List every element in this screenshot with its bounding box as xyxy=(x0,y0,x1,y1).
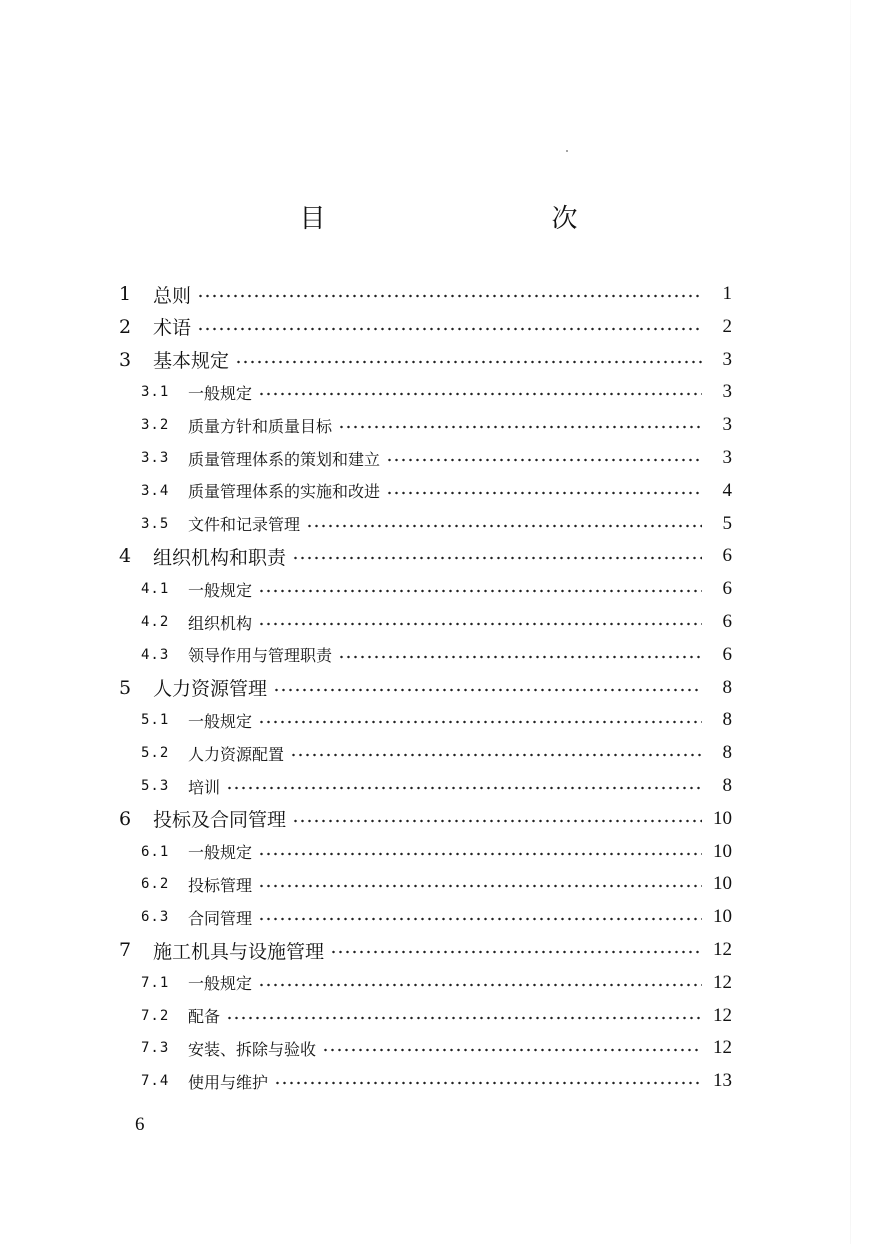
toc-entry-title: 合同管理 xyxy=(188,908,253,928)
toc-entry-title: 安装、拆除与验收 xyxy=(188,1039,317,1059)
toc-section-entry[interactable] xyxy=(119,279,732,309)
toc-entry-number: 6.3 xyxy=(141,909,170,926)
toc-entry-page: 5 xyxy=(722,512,732,534)
toc-dot-leader xyxy=(226,786,702,790)
toc-entry-number: 7.3 xyxy=(141,1040,170,1057)
toc-entry-number: 5.3 xyxy=(141,778,170,794)
toc-entry-number: 3.5 xyxy=(141,515,170,532)
toc-entry-number: 4.2 xyxy=(141,614,170,630)
toc-dot-leader xyxy=(226,1016,702,1020)
toc-section-entry[interactable] xyxy=(119,541,732,571)
toc-entry-title: 投标管理 xyxy=(188,875,253,895)
toc-subsection-entry[interactable] xyxy=(141,738,732,768)
toc-entry-page: 6 xyxy=(722,643,732,665)
toc-dot-leader xyxy=(258,720,702,724)
toc-entry-title: 基本规定 xyxy=(153,350,230,373)
toc-subsection-entry[interactable] xyxy=(141,607,732,637)
toc-entry-number: 3.1 xyxy=(141,384,170,401)
toc-dot-leader xyxy=(274,1081,702,1085)
toc-entry-number: 3.4 xyxy=(141,482,170,499)
toc-entry-page: 6 xyxy=(722,611,732,632)
toc-section-entry[interactable] xyxy=(119,804,732,834)
toc-subsection-entry[interactable] xyxy=(141,902,732,932)
toc-dot-leader xyxy=(258,917,702,921)
toc-entry-number: 4 xyxy=(119,545,132,568)
toc-dot-leader xyxy=(258,622,702,626)
toc-entry-page: 3 xyxy=(722,348,732,370)
toc-entry-title: 质量管理体系的策划和建立 xyxy=(188,449,381,469)
toc-entry-number: 4.1 xyxy=(141,581,170,598)
toc-entry-number: 3 xyxy=(119,348,132,371)
toc-subsection-entry[interactable] xyxy=(141,574,732,604)
toc-entry-title: 一般规定 xyxy=(188,843,253,863)
toc-title: 目 次 xyxy=(299,204,636,234)
toc-subsection-entry[interactable] xyxy=(141,443,732,473)
toc-subsection-entry[interactable] xyxy=(141,837,732,867)
toc-entry-page: 6 xyxy=(722,578,732,600)
toc-entry-title: 质量管理体系的实施和改进 xyxy=(188,482,381,502)
toc-dot-leader xyxy=(258,884,702,888)
toc-entry-title: 一般规定 xyxy=(188,974,253,994)
toc-entry-title: 投标及合同管理 xyxy=(153,809,287,832)
toc-entry-page: 8 xyxy=(722,742,732,764)
toc-entry-title: 组织机构和职责 xyxy=(153,546,287,569)
toc-dot-leader xyxy=(386,458,702,462)
toc-entry-page: 12 xyxy=(713,939,732,960)
toc-section-entry[interactable] xyxy=(119,673,732,703)
toc-subsection-entry[interactable] xyxy=(141,410,732,440)
toc-dot-leader xyxy=(258,392,702,396)
toc-entry-title: 领导作用与管理职责 xyxy=(188,646,333,666)
toc-entry-number: 6 xyxy=(119,807,132,830)
toc-entry-page: 10 xyxy=(713,873,732,895)
toc-entry-page: 8 xyxy=(722,709,732,731)
toc-entry-page: 13 xyxy=(713,1070,732,1092)
toc-dot-leader xyxy=(273,688,702,692)
toc-entry-number: 6.1 xyxy=(141,843,170,860)
toc-subsection-entry[interactable] xyxy=(141,968,732,998)
toc-subsection-entry[interactable] xyxy=(141,1001,732,1031)
toc-entry-title: 质量方针和质量目标 xyxy=(188,416,333,436)
toc-entry-title: 一般规定 xyxy=(188,580,253,600)
toc-dot-leader xyxy=(292,819,702,823)
toc-entry-page: 2 xyxy=(722,315,732,337)
toc-dot-leader xyxy=(197,327,702,331)
toc-entry-number: 5.2 xyxy=(141,745,170,762)
toc-entry-number: 7.4 xyxy=(141,1073,170,1090)
toc-dot-leader xyxy=(290,753,702,757)
toc-subsection-entry[interactable] xyxy=(141,869,732,899)
toc-entry-page: 12 xyxy=(713,1037,732,1059)
toc-entry-page: 4 xyxy=(722,479,732,501)
toc-section-entry[interactable] xyxy=(119,935,732,965)
page-number: 6 xyxy=(135,1114,145,1135)
toc-section-entry[interactable] xyxy=(119,312,732,342)
toc-entry-page: 3 xyxy=(722,414,732,436)
toc-entry-title: 培训 xyxy=(188,777,221,797)
toc-entry-title: 施工机具与设施管理 xyxy=(153,940,325,963)
toc-dot-leader xyxy=(258,589,702,593)
toc-entry-number: 3.2 xyxy=(141,417,170,434)
toc-subsection-entry[interactable] xyxy=(141,1033,732,1063)
toc-entry-page: 12 xyxy=(713,1004,732,1026)
toc-dot-leader xyxy=(322,1048,702,1052)
toc-entry-title: 配备 xyxy=(188,1007,221,1027)
toc-subsection-entry[interactable] xyxy=(141,1066,732,1096)
toc-entry-title: 人力资源配置 xyxy=(188,744,285,764)
toc-entry-number: 5.1 xyxy=(141,712,170,729)
toc-entry-page: 3 xyxy=(722,447,732,468)
toc-entry-number: 7.2 xyxy=(141,1007,170,1024)
toc-entry-number: 5 xyxy=(119,676,132,699)
toc-dot-leader xyxy=(235,360,702,364)
toc-entry-page: 1 xyxy=(722,283,732,304)
toc-dot-leader xyxy=(292,556,702,560)
toc-entry-title: 一般规定 xyxy=(188,383,253,403)
toc-subsection-entry[interactable] xyxy=(141,640,732,670)
toc-subsection-entry[interactable] xyxy=(141,377,732,407)
toc-entry-title: 一般规定 xyxy=(188,711,253,731)
page-edge-shadow xyxy=(850,0,851,1244)
toc-entry-page: 8 xyxy=(722,676,732,698)
toc-entry-page: 10 xyxy=(713,906,732,928)
toc-dot-leader xyxy=(330,950,702,954)
toc-entry-page: 12 xyxy=(713,971,732,993)
toc-entry-title: 术语 xyxy=(153,317,192,340)
toc-entry-number: 7.1 xyxy=(141,974,170,991)
toc-entry-number: 6.2 xyxy=(141,876,170,893)
toc-entry-number: 2 xyxy=(119,315,132,338)
toc-dot-leader xyxy=(258,983,702,987)
toc-entry-number: 7 xyxy=(119,939,132,961)
toc-entry-number: 4.3 xyxy=(141,646,170,663)
toc-dot-leader xyxy=(338,425,702,429)
scan-speck xyxy=(566,150,568,152)
toc-dot-leader xyxy=(338,655,702,659)
toc-entry-page: 10 xyxy=(713,840,732,862)
toc-entry-title: 人力资源管理 xyxy=(153,678,268,701)
toc-section-entry[interactable] xyxy=(119,345,732,375)
toc-entry-number: 3.3 xyxy=(141,450,170,466)
toc-dot-leader xyxy=(386,491,702,495)
toc-subsection-entry[interactable] xyxy=(141,705,732,735)
toc-entry-page: 6 xyxy=(722,545,732,567)
toc-subsection-entry[interactable] xyxy=(141,476,732,506)
toc-entry-page: 8 xyxy=(722,775,732,796)
toc-entry-page: 3 xyxy=(722,381,732,403)
toc-entry-title: 组织机构 xyxy=(188,613,253,633)
toc-dot-leader xyxy=(258,852,702,856)
toc-entry-title: 文件和记录管理 xyxy=(188,515,301,535)
toc-entry-number: 1 xyxy=(119,283,132,305)
toc-subsection-entry[interactable] xyxy=(141,509,732,539)
toc-entry-title: 总则 xyxy=(153,284,192,307)
toc-subsection-entry[interactable] xyxy=(141,771,732,801)
toc-dot-leader xyxy=(197,294,702,298)
toc-entry-page: 10 xyxy=(713,807,732,829)
toc-dot-leader xyxy=(306,524,702,528)
toc-entry-title: 使用与维护 xyxy=(188,1072,269,1092)
